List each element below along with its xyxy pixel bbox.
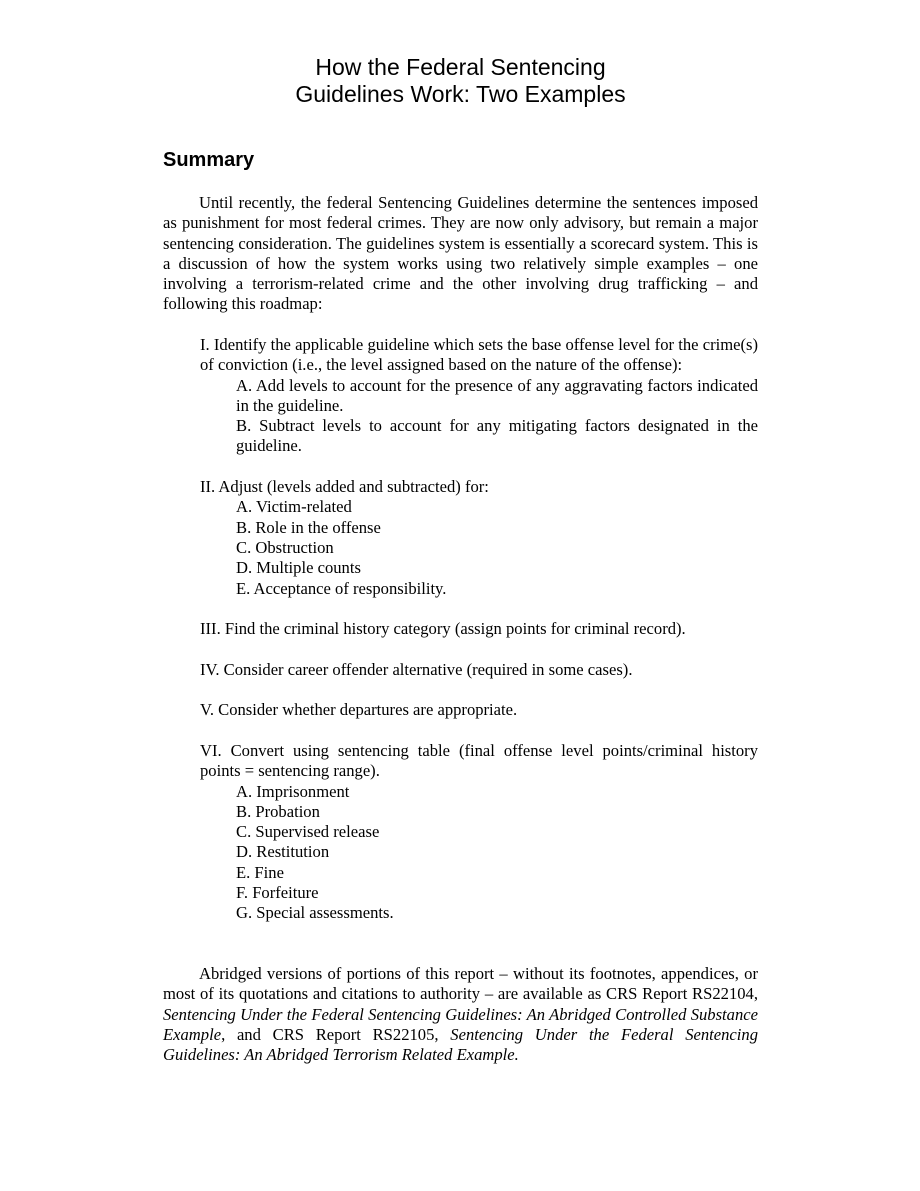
outline-subitem: C. Obstruction (236, 537, 334, 557)
outline-subitem: A. Victim-related (236, 497, 352, 517)
outline-subitem: E. Acceptance of responsibility. (236, 578, 447, 598)
outline-item-label: III. Find the criminal history category (assign points for criminal record). (200, 619, 686, 639)
outline-subitem: B. Role in the offense (236, 517, 381, 537)
summary-heading: Summary (163, 149, 255, 171)
title-line-1: How the Federal Sentencing (315, 54, 606, 80)
outline-item-label: V. Consider whether departures are appropriate. (200, 700, 518, 720)
outline-item-label: IV. Consider career offender alternative (required in some cases). (200, 659, 633, 679)
report-title-rs22105: Sentencing Under the Federal Sentencing Guidelines: An Abridged Terrorism Related Example. (163, 1024, 758, 1065)
report-title-rs22104: Sentencing Under the Federal Sentencing Guidelines: An Abridged Controlled Substance Example (163, 1004, 758, 1044)
outline-item-1 (200, 335, 758, 457)
abridged-versions-paragraph (163, 964, 758, 1065)
outline-subitem: G. Special assessments. (236, 903, 394, 923)
outline-subitem: F. Forfeiture (236, 883, 319, 903)
outline-subitem: C. Supervised release (236, 822, 380, 842)
outline-item-2 (200, 477, 758, 599)
outline-item-4 (200, 660, 758, 680)
outline-item-label: II. Adjust (levels added and subtracted) for: (200, 477, 489, 497)
closing-text-2: , and CRS Report RS22105, (221, 1024, 451, 1044)
document-title (163, 54, 758, 108)
outline-item-label: I. Identify the applicable guideline which sets the base offense level for the crime(s) of conviction (i.e., the level assigned based on the nature of the offense): (200, 335, 758, 375)
outline-subitem: D. Multiple counts (236, 558, 361, 578)
outline-subitem: B. Probation (236, 801, 320, 821)
outline-subitem: B. Subtract levels to account for any mitigating factors designated in the guideline. (236, 416, 758, 456)
outline-subitem: A. Imprisonment (236, 781, 350, 801)
roadmap-outline (200, 335, 758, 944)
outline-item-5 (200, 700, 758, 720)
summary-intro-paragraph: Until recently, the federal Sentencing Guidelines determine the sentences imposed as punishment for most federal crimes. They are now only advisory, but remain a major sentencing consideration. The guidelines system is essentially a scorecard system. This is a discussion of how the system works using two relatively simple examples – one involving a terrorism-related crime and the other involving drug trafficking – and following this roadmap: (163, 193, 758, 314)
outline-item-6 (200, 741, 758, 924)
document-page (163, 54, 758, 1065)
outline-subitem: E. Fine (236, 862, 284, 882)
outline-subitem: A. Add levels to account for the presence of any aggravating factors indicated in the guideline. (236, 375, 758, 415)
title-line-2: Guidelines Work: Two Examples (295, 81, 626, 107)
outline-item-3 (200, 619, 758, 639)
closing-text-1: Abridged versions of portions of this report – without its footnotes, appendices, or most of its quotations and citations to authority – are available as CRS Report RS22104, (163, 964, 758, 1004)
outline-item-label: VI. Convert using sentencing table (final offense level points/criminal history points = sentencing range). (200, 740, 758, 781)
outline-subitem: D. Restitution (236, 842, 330, 862)
